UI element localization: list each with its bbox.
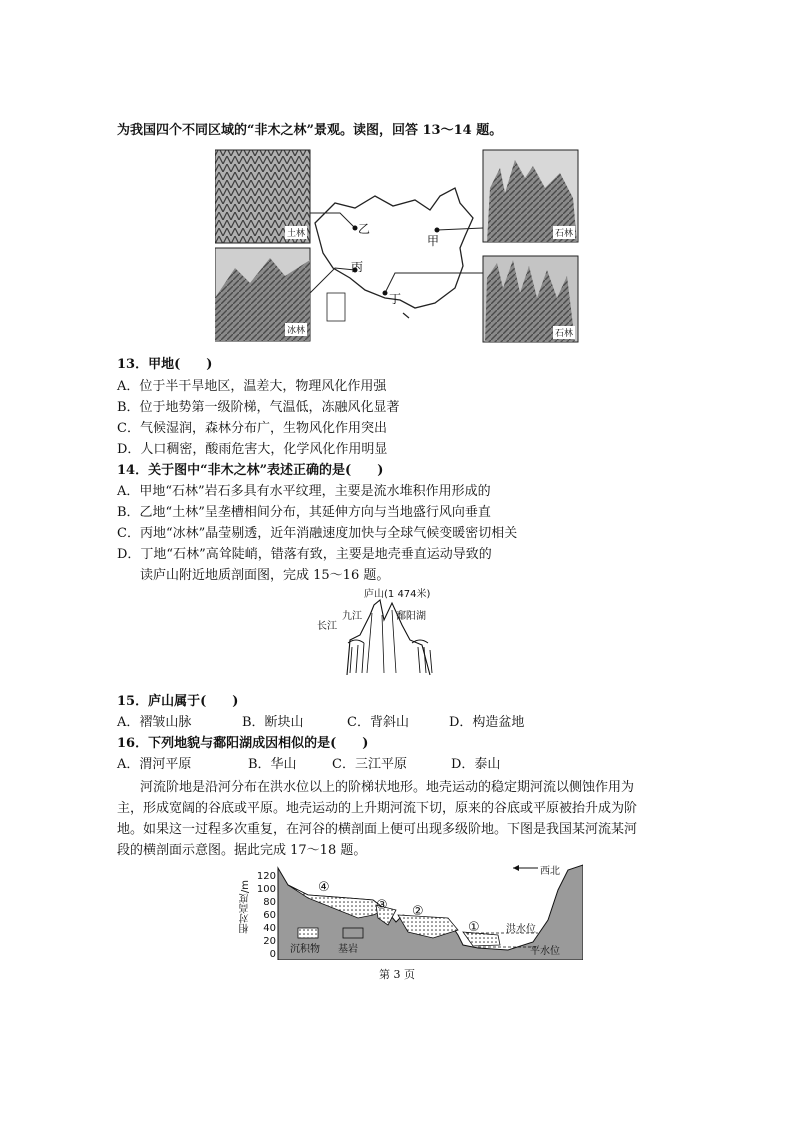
label-jiujiang: 九江 <box>342 611 362 622</box>
normal-level-label: 平水位 <box>530 946 560 957</box>
photo-label-stone-2: 石林 <box>553 326 575 339</box>
q15-stem: 15．庐山属于( ) <box>117 694 239 709</box>
map-label-bing: 丙 <box>351 260 364 274</box>
photo-label-earth: 土林 <box>285 226 307 239</box>
label-lushan-peak: 庐山(1 474米) <box>364 589 431 600</box>
q13-option-a: A．位于半干旱地区，温差大，物理风化作用强 <box>117 379 387 394</box>
figure-lushan-profile <box>312 585 462 680</box>
q13-option-c: C．气候湿润，森林分布广，生物风化作用突出 <box>117 421 387 436</box>
q15-option-b: B．断块山 <box>242 715 304 730</box>
intro-text: 为我国四个不同区域的“非木之林”景观。读图，回答 13～14 题。 <box>117 123 503 138</box>
q15-options <box>117 714 524 732</box>
terrace-2: ② <box>412 904 424 919</box>
q15-option-d: D．构造盆地 <box>449 715 525 730</box>
photo-label-ice: 冰林 <box>285 323 307 336</box>
y-axis-label: 相对高度/m <box>240 880 251 934</box>
q13-option-b: B．位于地势第一级阶梯，气温低，冻融风化显著 <box>117 400 400 415</box>
figure-river-terraces <box>238 860 583 960</box>
para-line-1: 河流阶地是沿河分布在洪水位以上的阶梯状地形。地壳运动的稳定期河流以侧蚀作用为 <box>140 780 635 795</box>
q15-option-a: A．褶皱山脉 <box>117 715 192 730</box>
map-label-yi: 乙 <box>358 222 371 236</box>
y-axis-ticks <box>252 870 276 961</box>
q14-option-a: A．甲地“石林”岩石多具有水平纹理，主要是流水堆积作用形成的 <box>117 484 491 499</box>
terrace-3: ③ <box>376 898 388 913</box>
q16-stem: 16．下列地貌与鄱阳湖成因相似的是( ) <box>117 736 369 751</box>
q15-option-c: C．背斜山 <box>347 715 409 730</box>
page-footer: 第 3 页 <box>379 968 415 981</box>
q16-option-c: C．三江平原 <box>332 757 407 772</box>
legend-bedrock: 基岩 <box>338 944 358 955</box>
terrace-1: ① <box>468 920 480 935</box>
china-map <box>215 148 580 343</box>
para-line-2: 主，形成宽阔的谷底或平原。地壳运动的上升期河流下切，原来的谷底或平原被抬升成为阶 <box>117 801 638 816</box>
terrace-4: ④ <box>318 880 330 895</box>
q16-options <box>117 756 500 774</box>
label-poyang: 鄱阳湖 <box>396 611 426 622</box>
q13-stem: 13．甲地( ) <box>117 357 213 372</box>
tick-100: 100 <box>256 884 276 895</box>
tick-60: 60 <box>263 910 276 921</box>
q16-option-b: B．华山 <box>248 757 297 772</box>
legend-sediment: 沉积物 <box>290 944 320 955</box>
para-line-4: 段的横剖面示意图。据此完成 17～18 题。 <box>117 843 367 858</box>
flood-level-label: 洪水位 <box>506 924 536 935</box>
q14-option-d: D．丁地“石林”高耸陡峭，错落有致，主要是地壳垂直运动导致的 <box>117 547 492 562</box>
tick-40: 40 <box>263 923 276 934</box>
q16-option-d: D．泰山 <box>451 757 501 772</box>
q16-option-a: A．渭河平原 <box>117 757 192 772</box>
map-label-jia: 甲 <box>427 234 440 248</box>
tick-20: 20 <box>263 936 276 947</box>
q14-option-b: B．乙地“土林”呈垄槽相间分布，其延伸方向与当地盛行风向垂直 <box>117 505 491 520</box>
label-changjiang: 长江 <box>317 621 337 632</box>
q14-option-c: C．丙地“冰林”晶莹剔透，近年消融速度加快与全球气候变暖密切相关 <box>117 526 518 541</box>
q13-option-d: D．人口稠密，酸雨危害大，化学风化作用明显 <box>117 442 388 457</box>
photo-label-stone-1: 石林 <box>553 226 575 239</box>
map-label-ding: 丁 <box>389 292 402 306</box>
para-line-3: 地。如果这一过程多次重复，在河谷的横剖面上便可出现多级阶地。下图是我国某河流某河 <box>117 822 638 837</box>
south-sea-inset <box>327 293 345 321</box>
tick-120: 120 <box>256 871 276 882</box>
tick-0: 0 <box>269 949 276 960</box>
direction-label: 西北 <box>540 866 560 877</box>
q14-stem: 14．关于图中“非木之林”表述正确的是( ) <box>117 463 384 478</box>
figure-non-wood-forest <box>215 148 580 343</box>
tick-80: 80 <box>263 897 276 908</box>
intro2-text: 读庐山附近地质剖面图，完成 15～16 题。 <box>140 568 390 583</box>
